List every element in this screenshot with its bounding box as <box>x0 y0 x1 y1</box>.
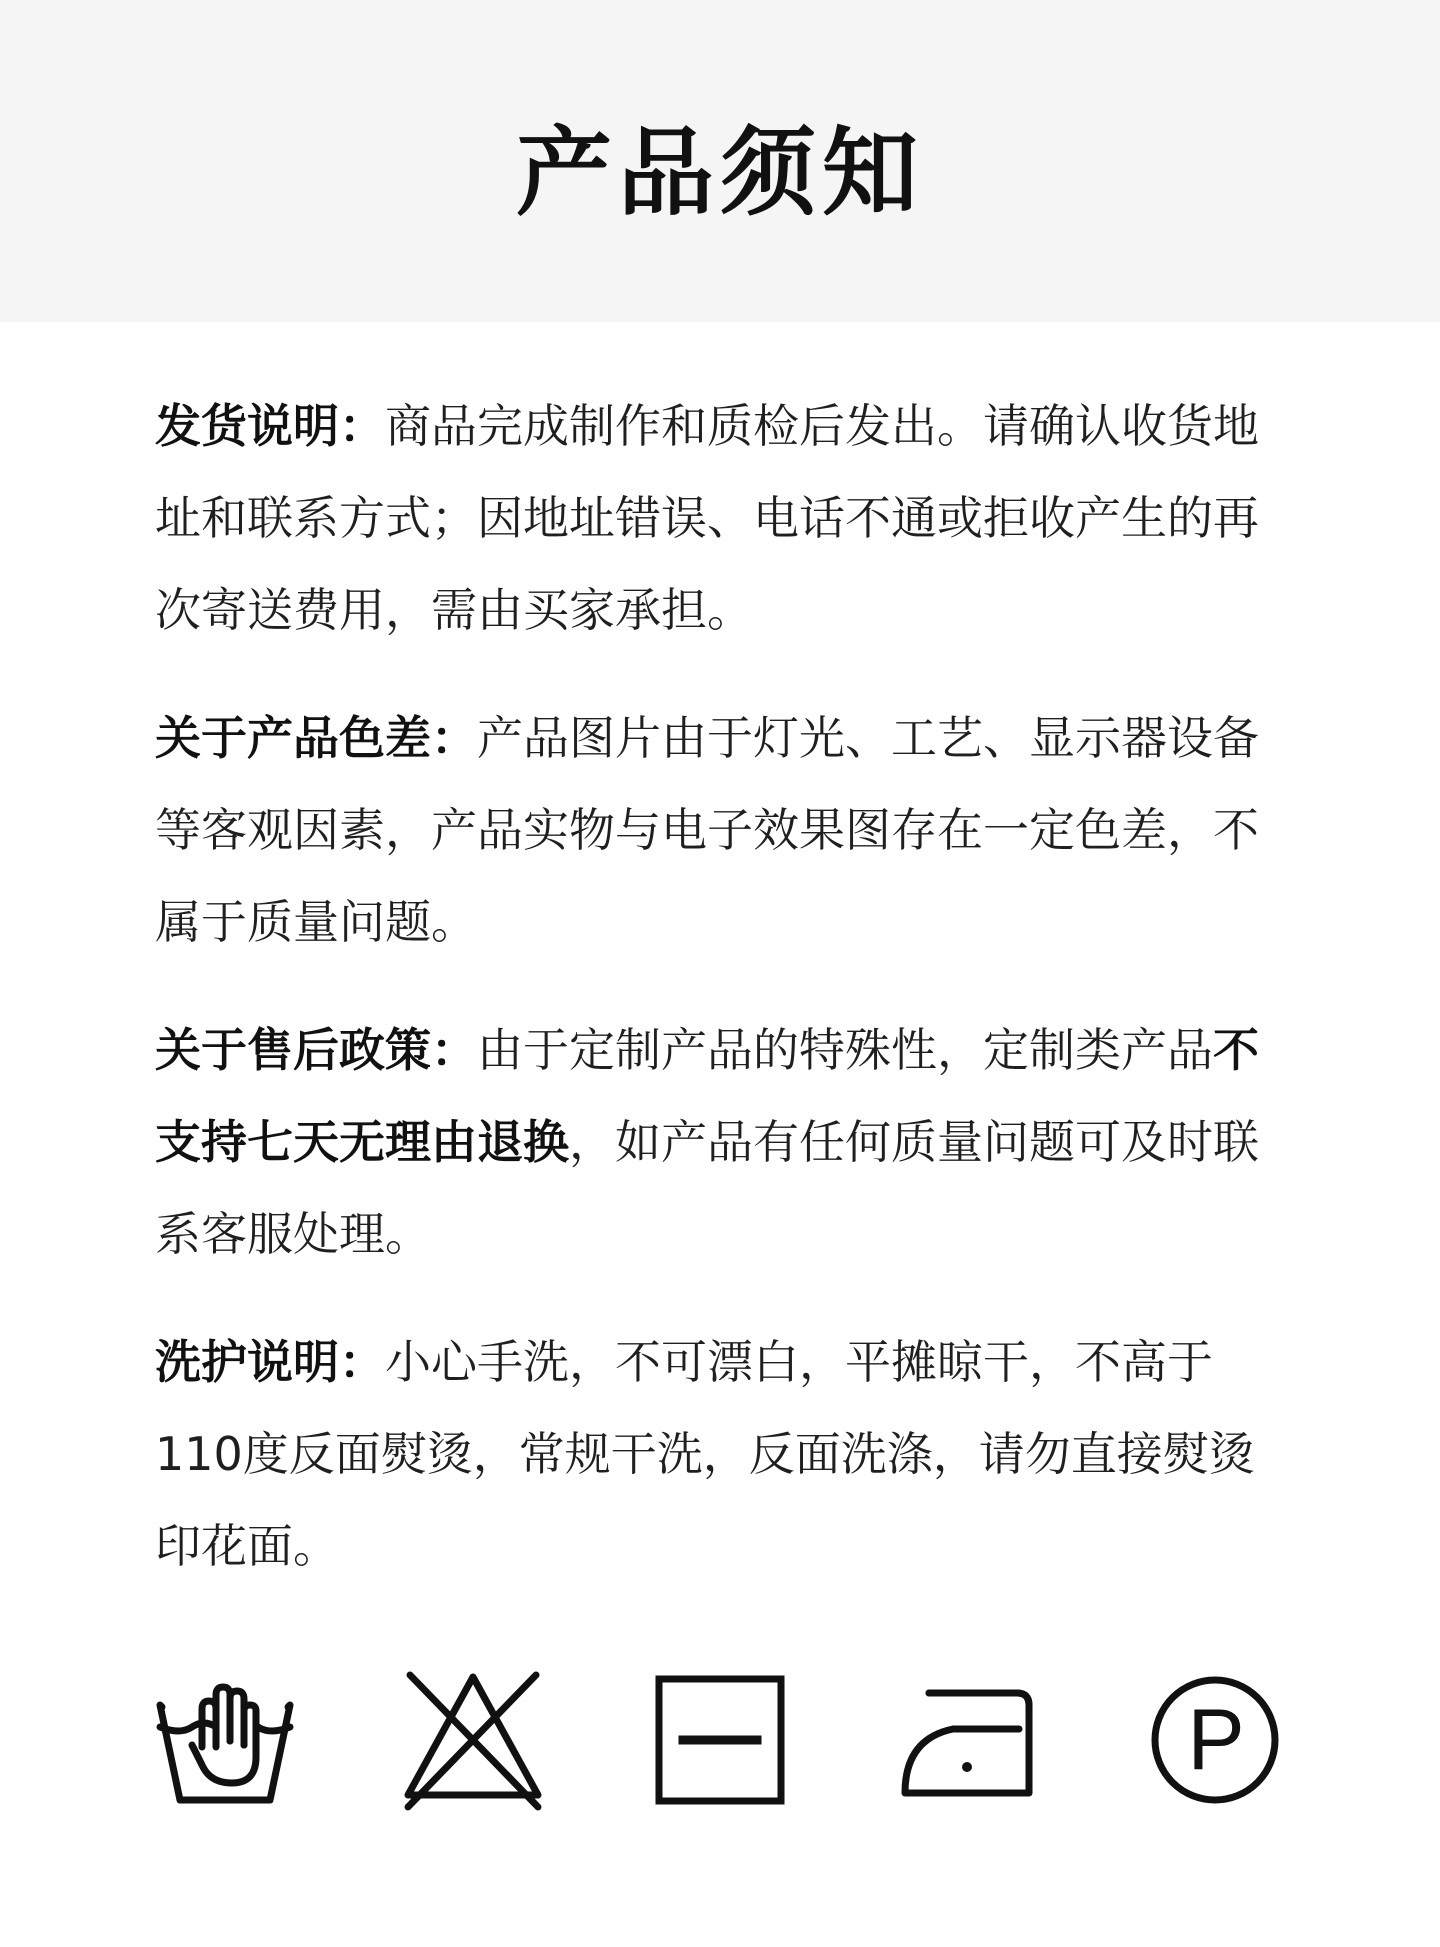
dry-clean-p-icon <box>1140 1665 1290 1815</box>
care-section <box>155 1316 1290 1592</box>
no-return-emphasis: 不支持七天无理由退换 <box>155 1023 1259 1169</box>
color-difference-label: 关于产品色差： <box>155 711 477 765</box>
after-sales-text-after: ，如产品有任何质量问题可及时联系客服处理。 <box>155 1115 1259 1261</box>
do-not-bleach-icon <box>398 1665 548 1815</box>
color-difference-section <box>155 692 1290 968</box>
hand-wash-icon <box>150 1665 300 1815</box>
dry-flat-icon <box>645 1665 795 1815</box>
care-text: 小心手洗，不可漂白，平摊晾干，不高于110度反面熨烫，常规干洗，反面洗涤，请勿直接熨烫印花面。 <box>155 1335 1255 1573</box>
after-sales-label: 关于售后政策： <box>155 1023 477 1077</box>
after-sales-text-before: 由于定制产品的特殊性，定制类产品 <box>477 1023 1213 1077</box>
notice-content <box>155 380 1290 1628</box>
shipping-text: 商品完成制作和质检后发出。请确认收货地址和联系方式；因地址错误、电话不通或拒收产生的再次寄送费用，需由买家承担。 <box>155 399 1259 637</box>
page-header <box>0 0 1440 322</box>
care-label: 洗护说明： <box>155 1335 385 1389</box>
iron-low-heat-icon <box>893 1665 1043 1815</box>
color-difference-text: 产品图片由于灯光、工艺、显示器设备等客观因素，产品实物与电子效果图存在一定色差，不属于质量问题。 <box>155 711 1259 949</box>
after-sales-section <box>155 1004 1290 1280</box>
shipping-section <box>155 380 1290 656</box>
page-title: 产品须知 <box>516 116 924 229</box>
care-icons-row <box>150 1660 1290 1820</box>
shipping-label: 发货说明： <box>155 399 385 453</box>
dry-clean-p-letter: P <box>1187 1692 1245 1788</box>
